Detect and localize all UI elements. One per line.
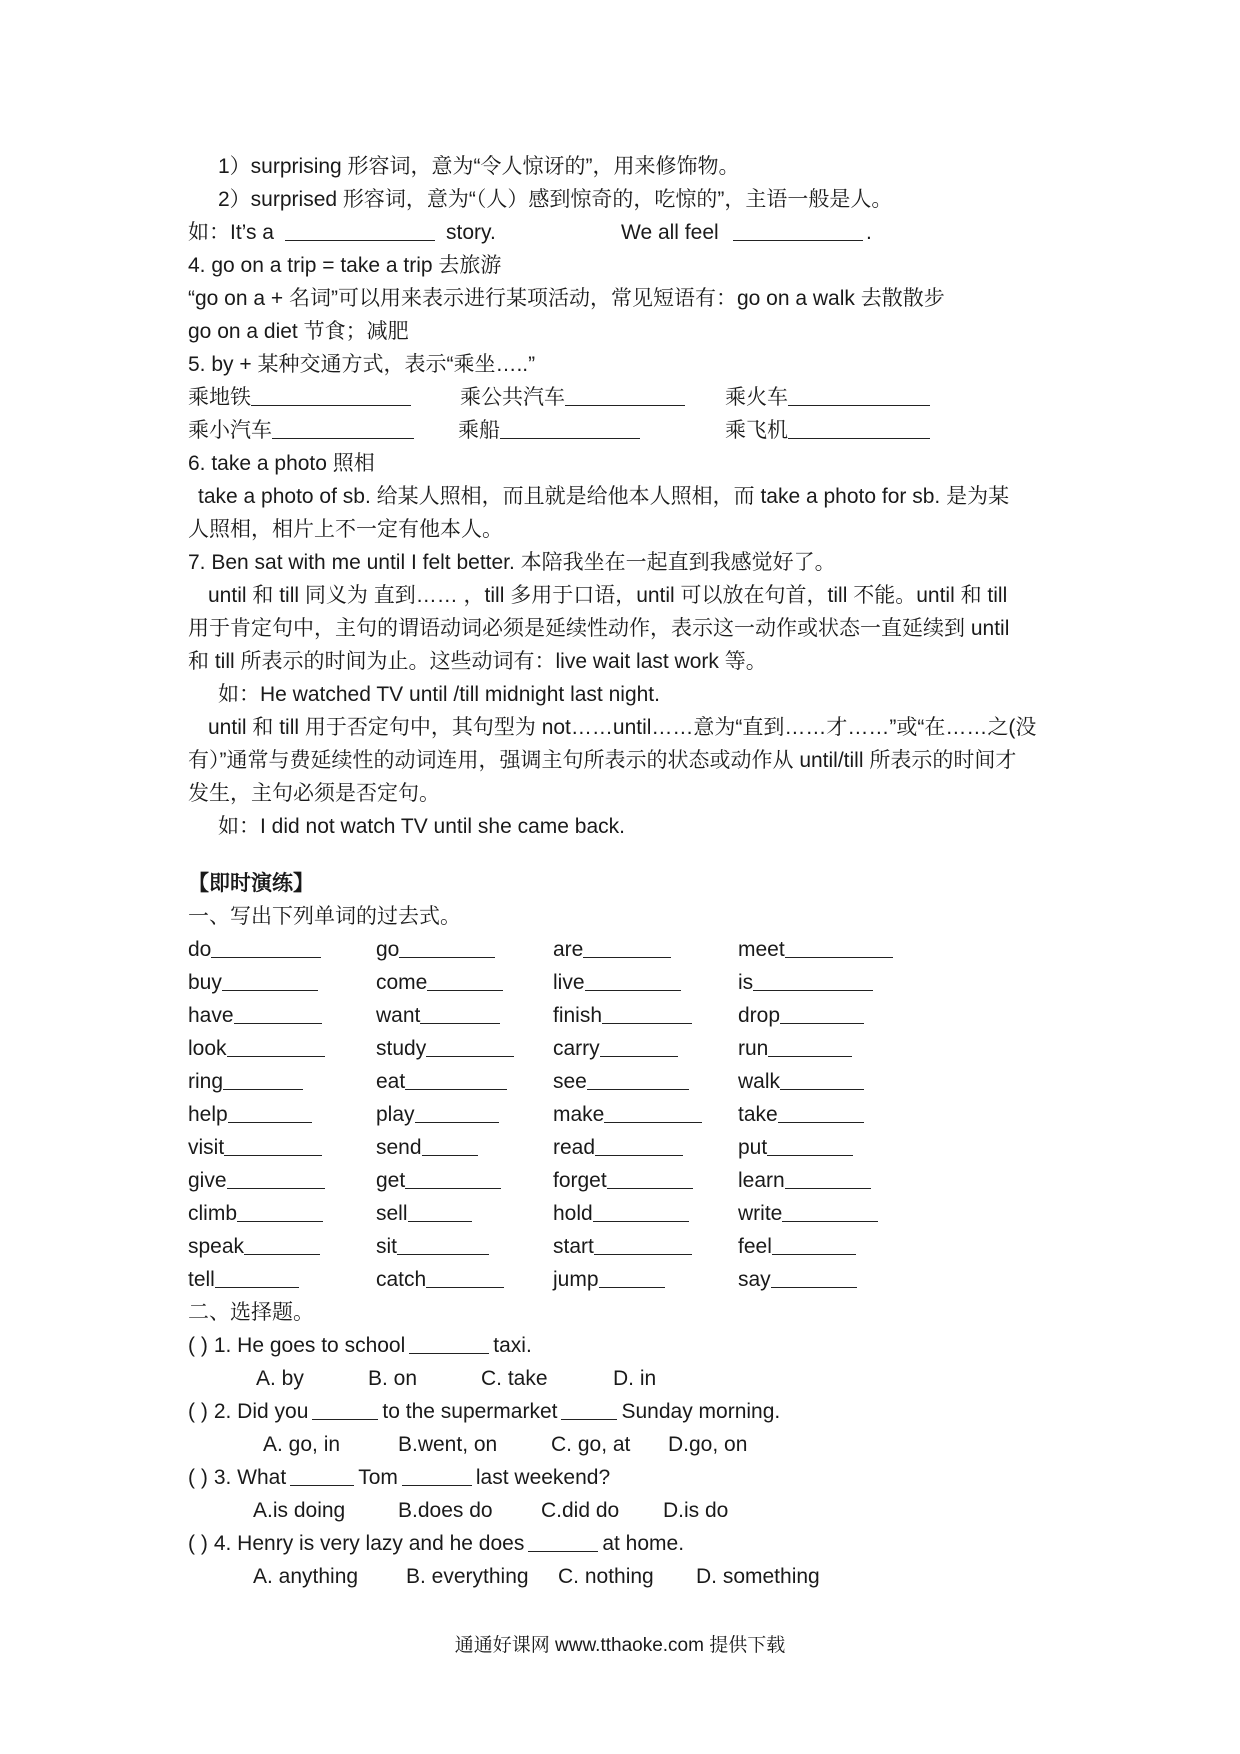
answer-blank[interactable] <box>237 1197 323 1222</box>
word-label: give <box>188 1169 227 1192</box>
word-cell <box>376 999 500 1032</box>
answer-blank[interactable] <box>594 1230 692 1255</box>
question-options <box>188 1494 1068 1527</box>
word-label: take <box>738 1103 778 1126</box>
point-6-title: 6. take a photo 照相 <box>188 452 375 475</box>
word-label: help <box>188 1103 228 1126</box>
word-label: see <box>553 1070 587 1093</box>
word-cell <box>738 966 873 999</box>
option-b[interactable]: B.does do <box>398 1499 493 1522</box>
past-tense-word-grid <box>188 933 1068 1296</box>
answer-blank[interactable] <box>223 1065 303 1090</box>
answer-blank[interactable] <box>733 216 863 241</box>
question-text: Sunday morning. <box>621 1400 781 1423</box>
example-surprise <box>188 216 1068 249</box>
word-cell <box>376 1131 478 1164</box>
word-label: run <box>738 1037 769 1060</box>
answer-blank[interactable] <box>772 1230 856 1255</box>
answer-blank[interactable] <box>585 966 681 991</box>
answer-blank[interactable] <box>408 1197 472 1222</box>
answer-blank[interactable] <box>607 1164 693 1189</box>
answer-blank[interactable] <box>768 1032 852 1057</box>
question-text: 1. He goes to school <box>213 1334 406 1357</box>
answer-blank[interactable] <box>785 1164 871 1189</box>
word-label: catch <box>376 1268 427 1291</box>
word-cell <box>738 1065 864 1098</box>
answer-blank[interactable] <box>426 1032 514 1057</box>
word-cell <box>188 1131 322 1164</box>
answer-blank[interactable] <box>788 381 930 406</box>
point-7-line-2: until 和 till 同义为 直到…… ，till 多用于口语，until 可以放在句首，till 不能。until 和 till <box>208 584 1008 607</box>
example-a: 如：It’s a <box>188 221 274 244</box>
word-cell <box>553 933 671 966</box>
word-label: look <box>188 1037 227 1060</box>
answer-blank[interactable] <box>272 414 414 439</box>
word-cell <box>376 1230 489 1263</box>
transport-label: 乘火车 <box>725 386 788 409</box>
word-cell <box>188 966 318 999</box>
word-label: start <box>553 1235 594 1258</box>
option-c[interactable]: C. nothing <box>558 1565 654 1588</box>
word-cell <box>376 1197 472 1230</box>
word-cell <box>738 1131 853 1164</box>
practice-title: 【即时演练】 <box>188 871 314 895</box>
transport-label: 乘船 <box>458 419 500 442</box>
answer-blank[interactable] <box>211 933 321 958</box>
option-b[interactable]: B. everything <box>406 1565 529 1588</box>
word-label: drop <box>738 1004 781 1027</box>
word-cell <box>738 1098 864 1131</box>
answer-blank[interactable] <box>587 1065 689 1090</box>
answer-blank[interactable] <box>228 1098 312 1123</box>
point-5-title: 5. by + 某种交通方式，表示“乘坐…..” <box>188 353 536 376</box>
word-label: put <box>738 1136 768 1159</box>
word-cell <box>553 1230 692 1263</box>
question-text: taxi. <box>493 1334 532 1357</box>
answer-blank[interactable] <box>251 381 411 406</box>
word-cell <box>376 1032 514 1065</box>
word-label: climb <box>188 1202 238 1225</box>
part-2-title: 二、选择题。 <box>188 1301 314 1324</box>
word-cell <box>376 966 503 999</box>
answer-blank[interactable] <box>420 999 500 1024</box>
word-cell <box>376 1263 504 1296</box>
word-label: carry <box>553 1037 600 1060</box>
answer-blank[interactable] <box>565 381 685 406</box>
word-cell <box>738 1263 857 1296</box>
answer-blank[interactable] <box>604 1098 702 1123</box>
word-row <box>188 1098 1068 1131</box>
word-label: finish <box>553 1004 603 1027</box>
answer-blank[interactable] <box>778 1098 864 1123</box>
question-text: to the supermarket <box>382 1400 558 1423</box>
word-label: meet <box>738 938 785 961</box>
option-a[interactable]: A.is doing <box>253 1499 346 1522</box>
question-text: 4. Henry is very lazy and he does <box>213 1532 525 1555</box>
word-label: send <box>376 1136 422 1159</box>
transport-label: 乘飞机 <box>725 419 788 442</box>
transport-row-1 <box>188 381 1068 414</box>
word-row <box>188 999 1068 1032</box>
answer-blank[interactable] <box>593 1197 689 1222</box>
answer-blank[interactable] <box>215 1263 299 1288</box>
answer-blank[interactable] <box>500 414 640 439</box>
word-label: live <box>553 971 585 994</box>
word-label: speak <box>188 1235 245 1258</box>
word-label: want <box>376 1004 421 1027</box>
word-label: say <box>738 1268 771 1291</box>
question-stem <box>188 1329 1068 1362</box>
point-7-example-2: 如：I did not watch TV until she came back. <box>218 815 625 838</box>
word-label: get <box>376 1169 406 1192</box>
example-d: . <box>866 221 872 244</box>
answer-blank[interactable] <box>583 933 671 958</box>
point-6-line-2: take a photo of sb. 给某人照相，而且就是给他本人照相，而 take a photo for sb. 是为某 <box>198 485 1010 508</box>
option-a[interactable]: A. by <box>256 1367 304 1390</box>
word-label: have <box>188 1004 234 1027</box>
answer-blank[interactable] <box>422 1131 478 1156</box>
answer-blank[interactable] <box>782 1197 878 1222</box>
answer-blank[interactable] <box>753 966 873 991</box>
word-cell <box>188 1032 325 1065</box>
word-row <box>188 1065 1068 1098</box>
option-b[interactable]: B.went, on <box>398 1433 498 1456</box>
point-7-line-7: 有）”通常与费延续性的动词连用，强调主句所表示的状态或动作从 until/till 所表示的时间才 <box>188 749 1017 772</box>
point-7-line-6: until 和 till 用于否定句中，其句型为 not……until……意为“直到……才……”或“在……之(没 <box>208 716 1037 739</box>
transport-label: 乘公共汽车 <box>460 386 565 409</box>
answer-blank[interactable] <box>780 1065 864 1090</box>
answer-blank[interactable] <box>427 966 503 991</box>
word-label: walk <box>738 1070 781 1093</box>
answer-blank[interactable] <box>399 933 495 958</box>
word-label: buy <box>188 971 222 994</box>
point-7-title: 7. Ben sat with me until I felt better. 本陪我坐在一起直到我感觉好了。 <box>188 551 836 574</box>
word-cell <box>376 1098 499 1131</box>
answer-blank[interactable] <box>405 1065 507 1090</box>
word-row <box>188 1131 1068 1164</box>
question-stem <box>188 1461 1068 1494</box>
word-cell <box>188 1164 325 1197</box>
note-surprised: 2）surprised 形容词，意为“（人）感到惊奇的，吃惊的”，主语一般是人。 <box>218 188 893 211</box>
word-label: ring <box>188 1070 224 1093</box>
transport-row-2 <box>188 414 1068 447</box>
word-cell <box>553 1164 693 1197</box>
answer-blank[interactable] <box>234 999 322 1024</box>
word-label: study <box>376 1037 427 1060</box>
answer-blank[interactable] <box>415 1098 499 1123</box>
word-label: come <box>376 971 428 994</box>
word-row <box>188 933 1068 966</box>
question-text: 3. What <box>213 1466 287 1489</box>
word-label: feel <box>738 1235 772 1258</box>
answer-paren[interactable]: ( ) <box>188 1532 208 1555</box>
option-a[interactable]: A. anything <box>253 1565 359 1588</box>
word-cell <box>188 1065 303 1098</box>
option-a[interactable]: A. go, in <box>263 1433 341 1456</box>
answer-blank[interactable] <box>785 933 893 958</box>
word-label: write <box>738 1202 783 1225</box>
word-cell <box>738 1230 856 1263</box>
word-label: are <box>553 938 584 961</box>
answer-blank[interactable] <box>600 1032 678 1057</box>
word-label: sit <box>376 1235 397 1258</box>
word-cell <box>376 1164 501 1197</box>
answer-blank[interactable] <box>402 1461 472 1486</box>
point-6-line-3: 人照相，相片上不一定有他本人。 <box>188 518 503 541</box>
word-cell <box>738 999 864 1032</box>
word-label: go <box>376 938 400 961</box>
word-cell <box>188 999 322 1032</box>
question-stem <box>188 1395 1068 1428</box>
answer-paren[interactable]: ( ) <box>188 1466 208 1489</box>
answer-blank[interactable] <box>397 1230 489 1255</box>
word-row <box>188 966 1068 999</box>
answer-blank[interactable] <box>767 1131 853 1156</box>
answer-blank[interactable] <box>227 1032 325 1057</box>
multiple-choice-list <box>188 1329 1068 1593</box>
transport-label: 乘小汽车 <box>188 419 272 442</box>
word-cell <box>553 1032 678 1065</box>
point-4-line-2: “go on a + 名词”可以用来表示进行某项活动，常见短语有：go on a walk 去散散步 <box>188 287 945 310</box>
word-cell <box>188 1263 299 1296</box>
option-d[interactable]: D.is do <box>663 1499 729 1522</box>
answer-blank[interactable] <box>599 1263 665 1288</box>
option-d[interactable]: D.go, on <box>668 1433 748 1456</box>
word-label: make <box>553 1103 605 1126</box>
point-7-line-8: 发生，主句必须是否定句。 <box>188 782 440 805</box>
word-label: is <box>738 971 754 994</box>
answer-blank[interactable] <box>312 1395 378 1420</box>
word-row <box>188 1263 1068 1296</box>
answer-blank[interactable] <box>771 1263 857 1288</box>
word-cell <box>553 1065 689 1098</box>
question-text: at home. <box>602 1532 685 1555</box>
word-label: tell <box>188 1268 215 1291</box>
point-7-line-3: 用于肯定句中，主句的谓语动词必须是延续性动作，表示这一动作或状态一直延续到 until <box>188 617 1010 640</box>
option-c[interactable]: C.did do <box>541 1499 620 1522</box>
answer-blank[interactable] <box>405 1164 501 1189</box>
word-cell <box>553 1263 665 1296</box>
option-c[interactable]: C. take <box>481 1367 548 1390</box>
word-label: forget <box>553 1169 607 1192</box>
word-cell <box>553 1131 683 1164</box>
example-c: We all feel <box>621 221 719 244</box>
question-text: 2. Did you <box>213 1400 309 1423</box>
word-cell <box>188 1230 320 1263</box>
word-cell <box>738 933 893 966</box>
question-options <box>188 1560 1068 1593</box>
answer-blank[interactable] <box>285 216 435 241</box>
answer-blank[interactable] <box>595 1131 683 1156</box>
answer-paren[interactable]: ( ) <box>188 1334 208 1357</box>
word-cell <box>188 1098 312 1131</box>
word-label: play <box>376 1103 415 1126</box>
word-cell <box>188 933 321 966</box>
example-b: story. <box>446 221 496 244</box>
part-1-title: 一、写出下列单词的过去式。 <box>188 905 461 928</box>
word-label: eat <box>376 1070 406 1093</box>
word-cell <box>738 1032 852 1065</box>
note-surprising: 1）surprising 形容词，意为“令人惊讶的”，用来修饰物。 <box>218 155 740 178</box>
word-cell <box>738 1164 871 1197</box>
question-text: last weekend? <box>475 1466 611 1489</box>
question-options <box>188 1362 1068 1395</box>
word-label: sell <box>376 1202 408 1225</box>
word-cell <box>738 1197 878 1230</box>
word-label: learn <box>738 1169 785 1192</box>
word-cell <box>188 1197 323 1230</box>
word-cell <box>376 933 495 966</box>
answer-blank[interactable] <box>602 999 692 1024</box>
answer-blank[interactable] <box>222 966 318 991</box>
answer-blank[interactable] <box>561 1395 617 1420</box>
question-stem <box>188 1527 1068 1560</box>
point-7-line-4: 和 till 所表示的时间为止。这些动词有：live wait last work 等。 <box>188 650 767 673</box>
option-b[interactable]: B. on <box>368 1367 418 1390</box>
word-cell <box>553 1197 689 1230</box>
word-cell <box>376 1065 507 1098</box>
answer-blank[interactable] <box>409 1329 489 1354</box>
option-d[interactable]: D. something <box>696 1565 820 1588</box>
answer-blank[interactable] <box>224 1131 322 1156</box>
word-label: jump <box>553 1268 599 1291</box>
word-cell <box>553 999 692 1032</box>
answer-blank[interactable] <box>290 1461 354 1486</box>
word-row <box>188 1197 1068 1230</box>
word-row <box>188 1032 1068 1065</box>
point-7-example-1: 如：He watched TV until /till midnight last night. <box>218 683 660 706</box>
option-d[interactable]: D. in <box>613 1367 657 1390</box>
option-c[interactable]: C. go, at <box>551 1433 631 1456</box>
document-body <box>188 150 1068 1593</box>
question-options <box>188 1428 1068 1461</box>
question-text: Tom <box>358 1466 398 1489</box>
answer-blank[interactable] <box>780 999 864 1024</box>
answer-blank[interactable] <box>244 1230 320 1255</box>
word-label: read <box>553 1136 596 1159</box>
word-row <box>188 1230 1068 1263</box>
answer-paren[interactable]: ( ) <box>188 1400 208 1423</box>
footer-source: 通通好课网 www.tthaoke.com 提供下载 <box>454 1635 786 1656</box>
word-cell <box>553 966 681 999</box>
point-4-line-3: go on a diet 节食；减肥 <box>188 320 409 343</box>
point-4-title: 4. go on a trip = take a trip 去旅游 <box>188 254 502 277</box>
answer-blank[interactable] <box>788 414 930 439</box>
transport-label: 乘地铁 <box>188 386 251 409</box>
word-label: do <box>188 938 212 961</box>
word-row <box>188 1164 1068 1197</box>
word-cell <box>553 1098 702 1131</box>
word-label: visit <box>188 1136 225 1159</box>
answer-blank[interactable] <box>528 1527 598 1552</box>
answer-blank[interactable] <box>227 1164 325 1189</box>
word-label: hold <box>553 1202 593 1225</box>
answer-blank[interactable] <box>426 1263 504 1288</box>
